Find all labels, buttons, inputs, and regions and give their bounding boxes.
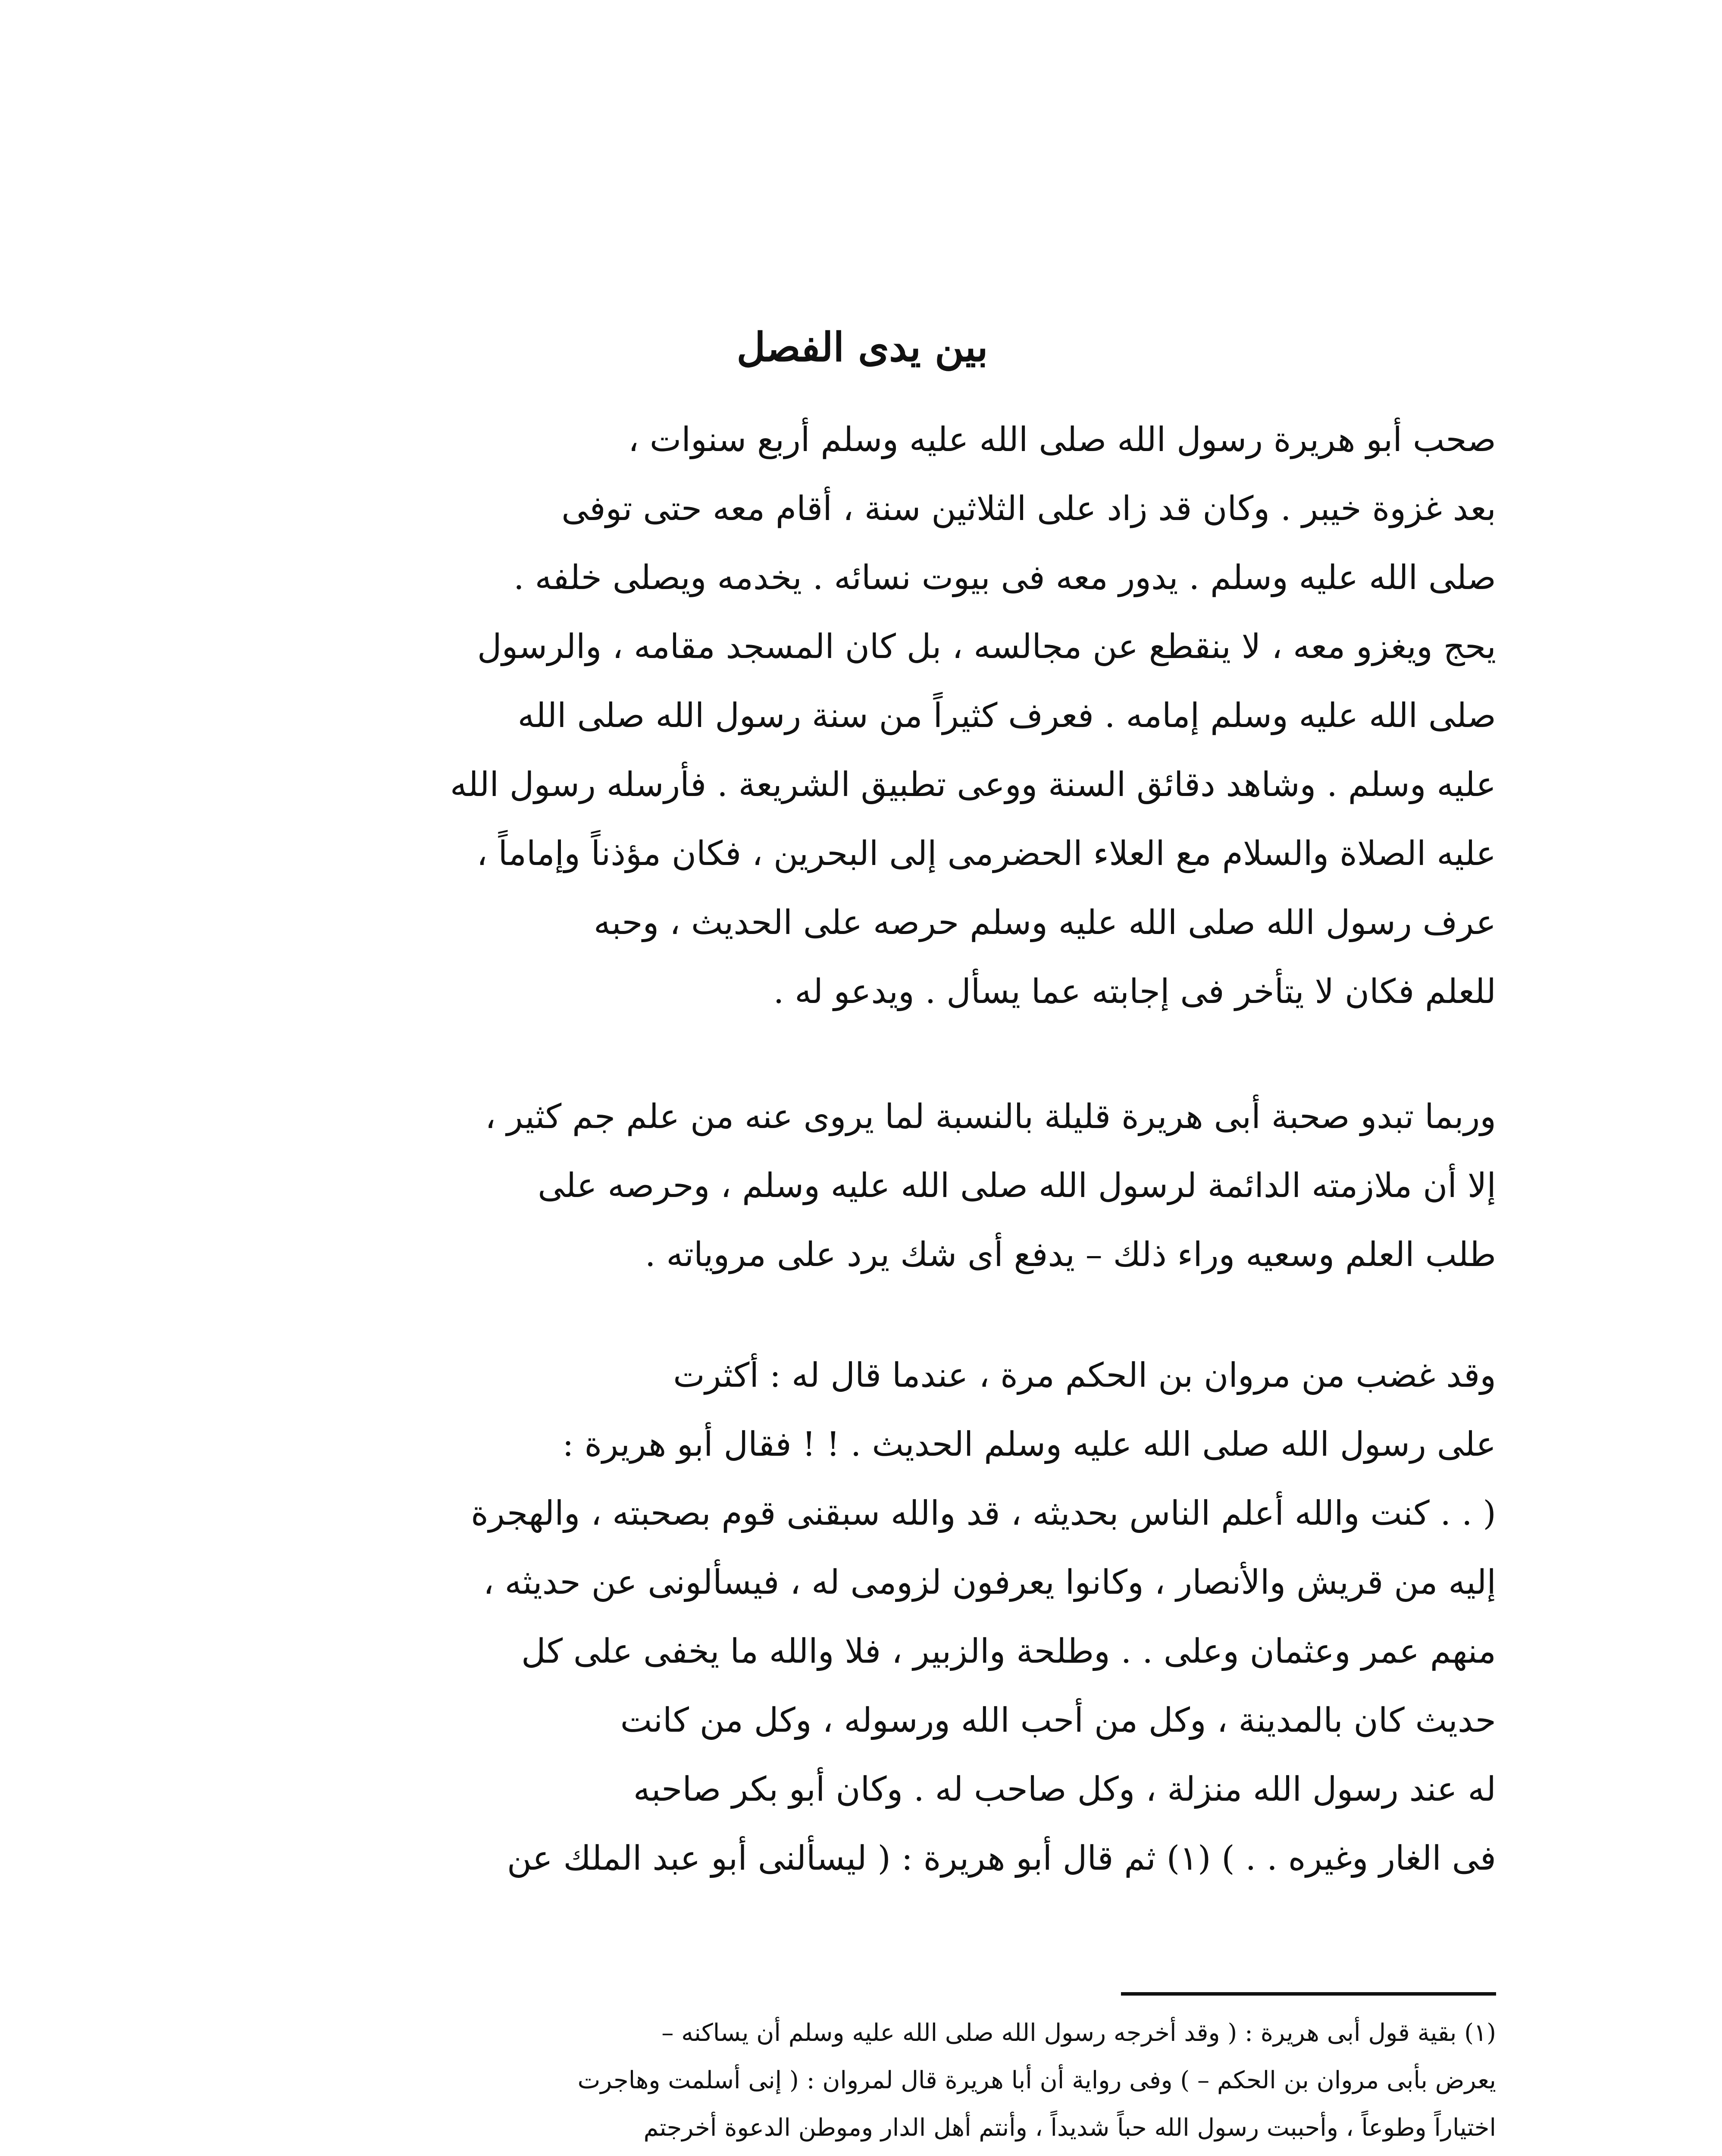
paragraph-line: صحب أبو هريرة رسول الله صلى الله عليه وسلم أربع سنوات ، (628, 420, 1496, 459)
paragraph-line: عليه الصلاة والسلام مع العلاء الحضرمى إلى البحرين ، فكان مؤذناً وإماماً ، (476, 834, 1496, 873)
paragraph-line: حديث كان بالمدينة ، وكل من أحب الله ورسوله ، وكل من كانت (620, 1701, 1496, 1740)
paragraph-line: صلى الله عليه وسلم . يدور معه فى بيوت نسائه . يخدمه ويصلى خلفه . (513, 558, 1496, 597)
paragraph-line: إلا أن ملازمته الدائمة لرسول الله صلى الله عليه وسلم ، وحرصه على (538, 1166, 1496, 1205)
chapter-title: بين يدى الفصل (736, 324, 988, 370)
footnote (310, 2009, 1496, 2156)
paragraph-line: يحج ويغزو معه ، لا ينقطع عن مجالسه ، بل كان المسجد مقامه ، والرسول (477, 627, 1496, 666)
paragraph-line: له عند رسول الله منزلة ، وكل صاحب له . وكان أبو بكر صاحبه (633, 1770, 1496, 1809)
paragraph-2 (310, 1082, 1496, 1298)
paragraph-line: صلى الله عليه وسلم إمامه . فعرف كثيراً من سنة رسول الله صلى الله (517, 696, 1496, 735)
paragraph-line: طلب العلم وسعيه وراء ذلك – يدفع أى شك يرد على مروياته . (645, 1235, 1496, 1274)
footnote-line: يعرض بأبى مروان بن الحكم – ) وفى رواية أن أبا هريرة قال لمروان : ( إنى أسلمت وهاجرت (577, 2066, 1496, 2094)
paragraph-line: وقد غضب من مروان بن الحكم مرة ، عندما قال له : أكثرت (673, 1356, 1496, 1395)
paragraph-line: بعد غزوة خيبر . وكان قد زاد على الثلاثين سنة ، أقام معه حتى توفى (561, 489, 1496, 528)
paragraph-line: على رسول الله صلى الله عليه وسلم الحديث . ! ! فقال أبو هريرة : (562, 1425, 1496, 1464)
footnote-line (310, 2152, 1496, 2156)
paragraph-3 (310, 1341, 1496, 1988)
paragraph-line: عرف رسول الله صلى الله عليه وسلم حرصه على الحديث ، وحبه (594, 903, 1496, 942)
paragraph-line: عليه وسلم . وشاهد دقائق السنة ووعى تطبيق الشريعة . فأرسله رسول الله (450, 765, 1496, 804)
paragraph-line: إليه من قريش والأنصار ، وكانوا يعرفون لزومى له ، فيسألونى عن حديثه ، (483, 1563, 1496, 1602)
paragraph-1 (310, 405, 1496, 1044)
footnote-line: اختياراً وطوعاً ، وأحببت رسول الله حباً شديداً ، وأنتم أهل الدار وموطن الدعوة أخرجتم (643, 2114, 1496, 2142)
paragraph-line: للعلم فكان لا يتأخر فى إجابته عما يسأل . ويدعو له . (773, 972, 1496, 1011)
footnote-line: (١) بقية قول أبى هريرة : ( وقد أخرجه رسول الله صلى الله عليه وسلم أن يساكنه – (661, 2019, 1496, 2047)
paragraph-line: ( . . كنت والله أعلم الناس بحديثه ، قد والله سبقنى قوم بصحبته ، والهجرة (471, 1494, 1496, 1533)
paragraph-line: وربما تبدو صحبة أبى هريرة قليلة بالنسبة لما يروى عنه من علم جم كثير ، (485, 1097, 1496, 1136)
paragraph-line: منهم عمر وعثمان وعلى . . وطلحة والزبير ، فلا والله ما يخفى على كل (521, 1632, 1496, 1671)
paragraph-line: فى الغار وغيره . . ) (١) ثم قال أبو هريرة : ( ليسألنى أبو عبد الملك عن (507, 1839, 1496, 1878)
footnote-divider (1121, 1992, 1496, 1996)
